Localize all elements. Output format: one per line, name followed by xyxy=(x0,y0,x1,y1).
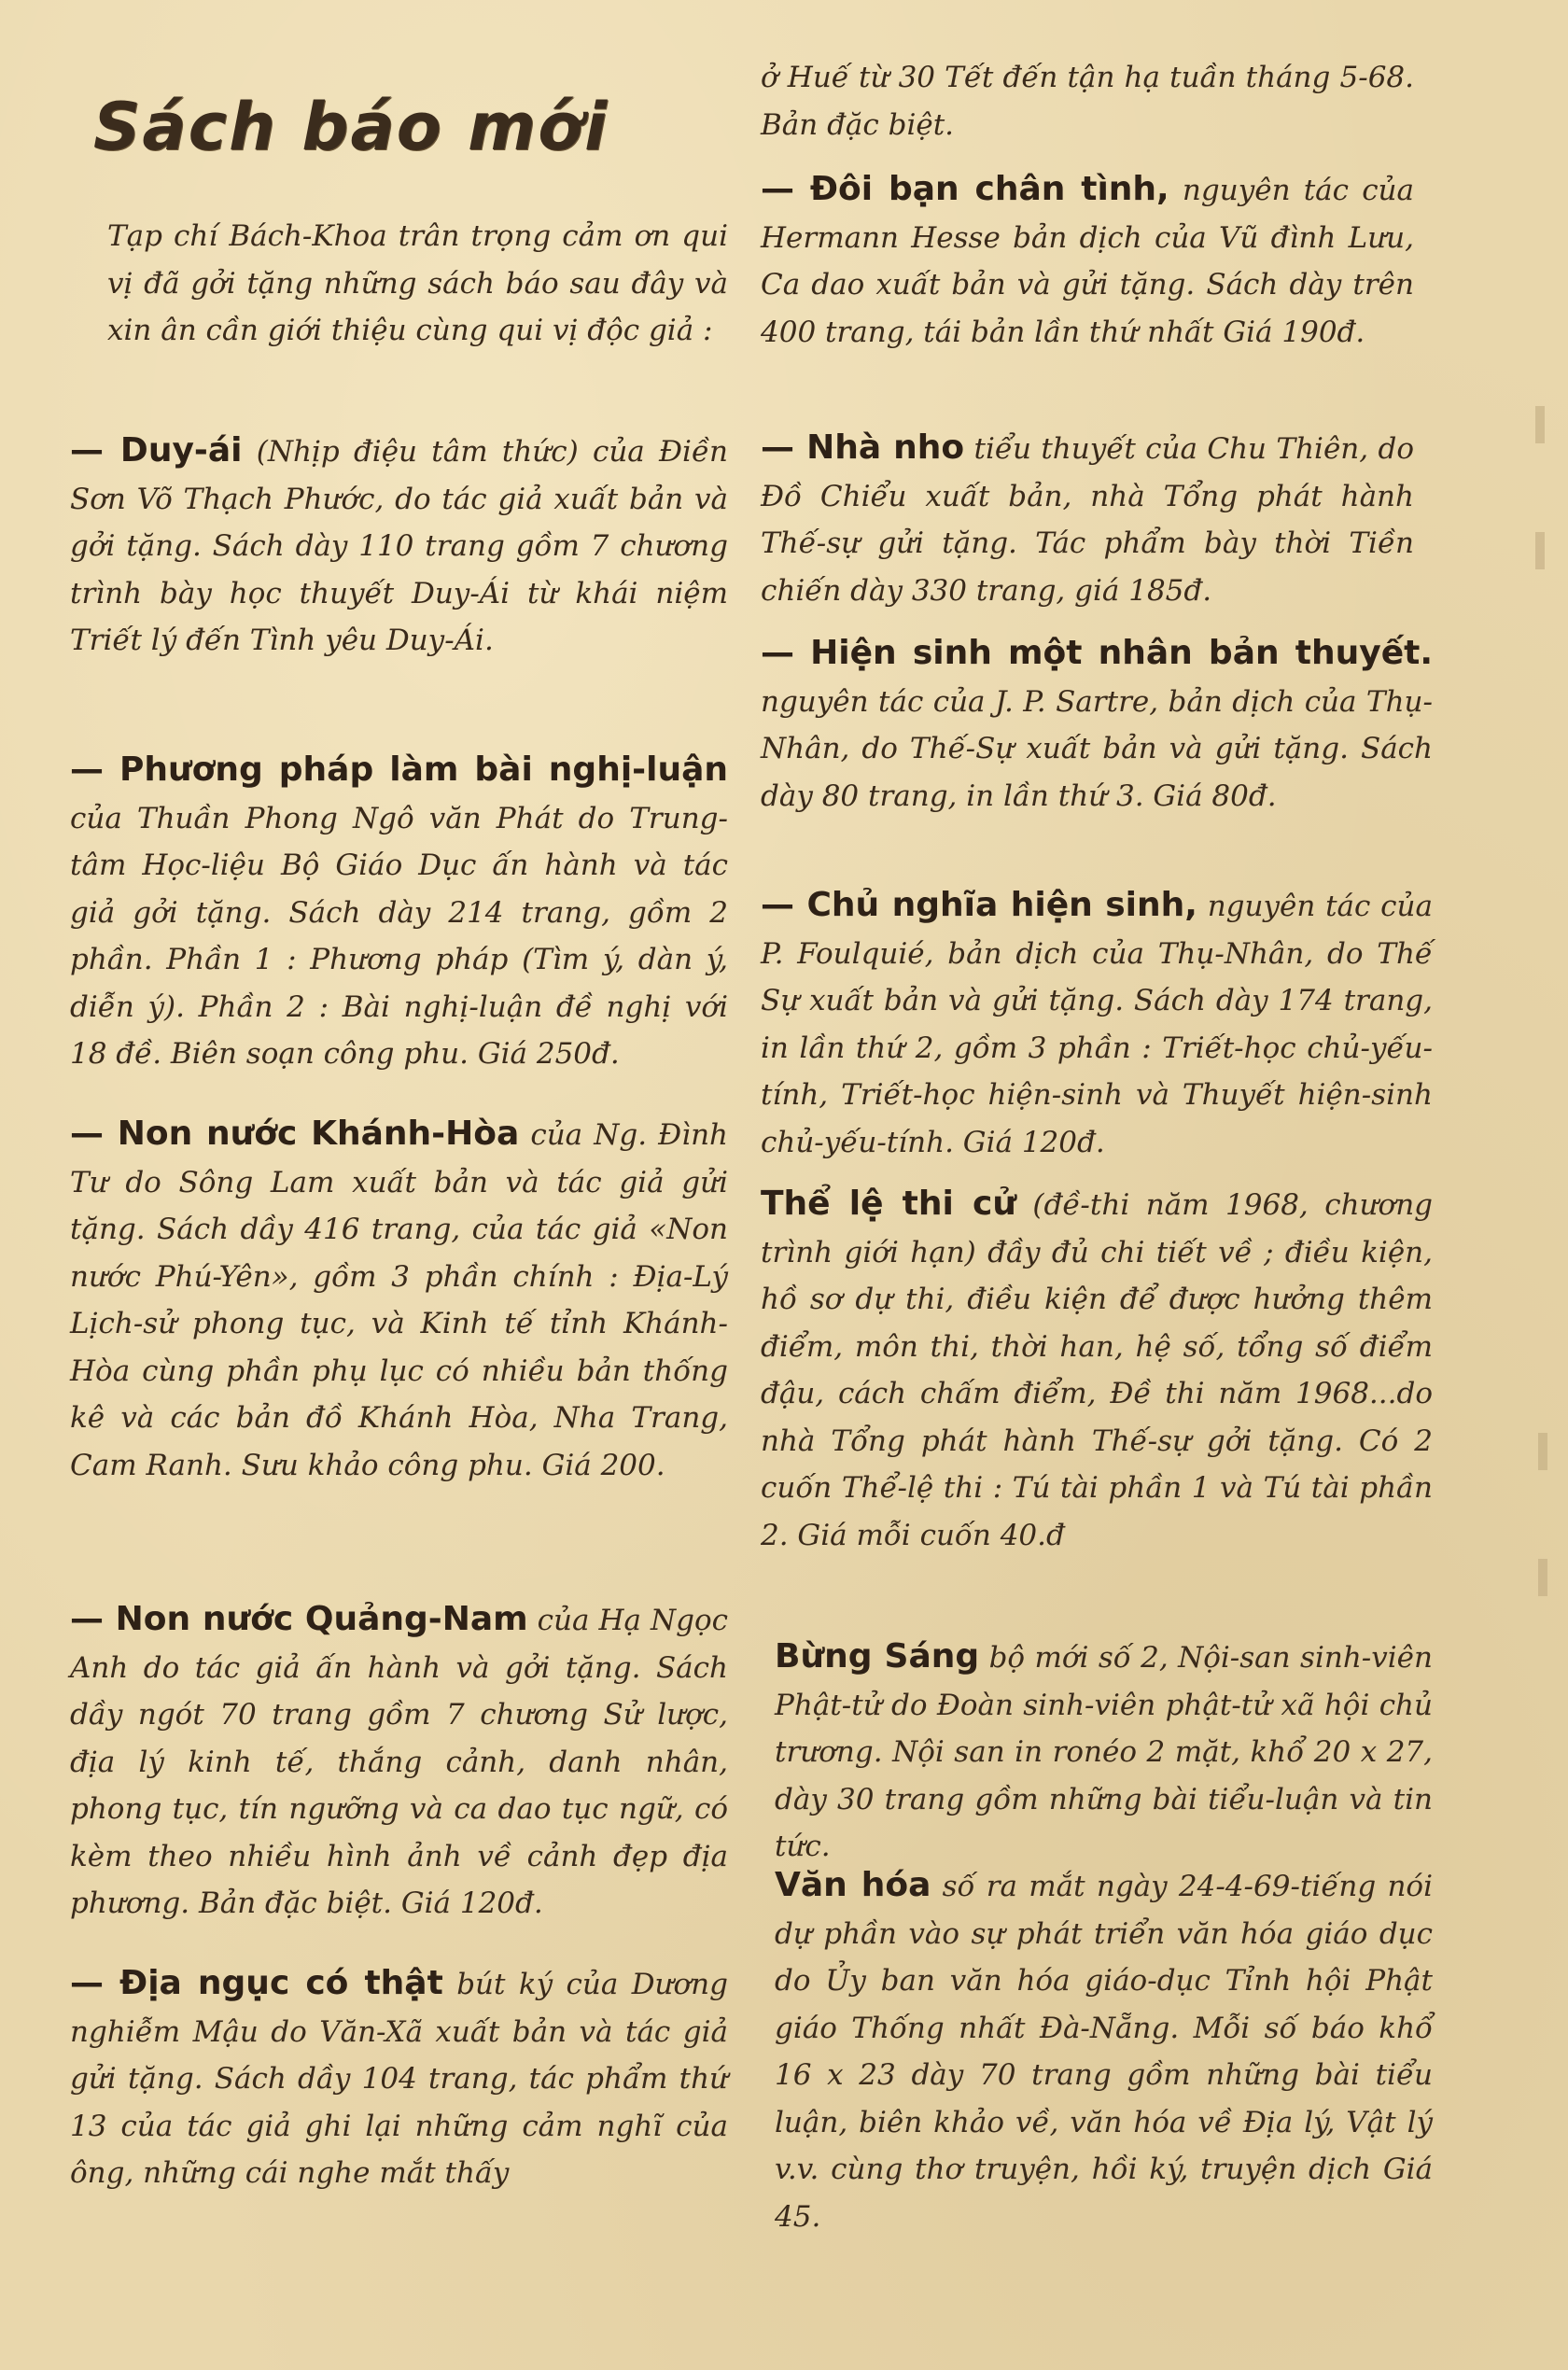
book-entry-duy-ai xyxy=(70,428,728,665)
paper-speck xyxy=(1535,532,1545,569)
book-description: nguyên tác của P. Foulquié, bản dịch của Thụ-Nhân, do Thế Sự xuất bản và gửi tặng. Sách dày 174 trang, in lần thứ 2, gồm 3 phần : Triết-học chủ-yếu-tính, Triết-học hiện-sinh và Thuyết hiện-sinh chủ-yếu-tính. Giá 120đ. xyxy=(761,890,1433,1159)
book-title: — Phương pháp làm bài nghị-luận xyxy=(70,750,728,789)
book-title: — Non nước Quảng-Nam xyxy=(70,1600,528,1638)
paper-speck xyxy=(1538,1433,1547,1470)
book-description: tiểu thuyết của Chu Thiên, do Đồ Chiểu xuất bản, nhà Tổng phát hành Thế-sự gửi tặng. Tác phẩm bày thời Tiền chiến dày 330 trang, giá 185đ. xyxy=(761,432,1415,608)
book-entry-quang-nam xyxy=(70,1596,728,1928)
book-entry-the-le-thi xyxy=(761,1181,1433,1559)
book-title: — Hiện sinh một nhân bản thuyết. xyxy=(761,634,1433,672)
book-description: nguyên tác của Hermann Hesse bản dịch của Vũ đình Lưu, Ca dao xuất bản và gửi tặng. Sách dày trên 400 trang, tái bản lần thứ nhất Giá 190đ. xyxy=(761,174,1414,349)
book-title: — Đôi bạn chân tình, xyxy=(761,170,1169,208)
book-entry-phuong-phap xyxy=(70,747,728,1078)
book-title: — Duy-ái xyxy=(70,431,243,470)
section-title: Sách báo mới xyxy=(93,89,609,165)
book-entry-chu-nghia xyxy=(761,882,1433,1166)
book-title: — Địa ngục có thật xyxy=(70,1964,443,2002)
book-title: — Non nước Khánh-Hòa xyxy=(70,1115,520,1153)
book-title: Văn hóa xyxy=(775,1866,931,1904)
book-description: (đề-thi năm 1968, chương trình giới hạn) đầy đủ chi tiết về ; điều kiện, hồ sơ dự thi, điều kiện để được hưởng thêm điểm, môn thi, thời han, hệ số, tổng số điểm đậu, cách chấm điểm, Đề thi năm 1968...do nhà Tổng phát hành Thế-sự gởi tặng. Có 2 cuốn Thể-lệ thi : Tú tài phần 1 và Tú tài phần 2. Giá mỗi cuốn 40.đ xyxy=(761,1188,1434,1552)
book-title: Bừng Sáng xyxy=(775,1637,980,1676)
continuation-text: ở Huế từ 30 Tết đến tận hạ tuần tháng 5-68. Bản đặc biệt. xyxy=(761,61,1414,142)
book-entry-doi-ban xyxy=(761,166,1414,356)
book-title: Thể lệ thi cử xyxy=(761,1185,1016,1223)
book-entry-van-hoa xyxy=(775,1862,1433,2240)
book-entry-hien-sinh xyxy=(761,630,1433,820)
book-description: nguyên tác của J. P. Sartre, bản dịch của Thụ-Nhân, do Thế-Sự xuất bản và gửi tặng. Sách dày 80 trang, in lần thứ 3. Giá 80đ. xyxy=(761,684,1433,813)
book-entry-dia-nguc xyxy=(70,1960,728,2197)
book-description: của Thuần Phong Ngô văn Phát do Trung-tâm Học-liệu Bộ Giáo Dục ấn hành và tác giả gởi tặng. Sách dày 214 trang, gồm 2 phần. Phần 1 : Phương pháp (Tìm ý, dàn ý, diễn ý). Phần 2 : Bài nghị-luận đề nghị với 18 đề. Biên soạn công phu. Giá 250đ. xyxy=(70,801,728,1071)
book-description: (Nhịp điệu tâm thức) của Điền Sơn Võ Thạch Phước, do tác giả xuất bản và gởi tặng. Sách dày 110 trang gồm 7 chương trình bày học thuyết Duy-Ái từ khái niệm Triết lý đến Tình yêu Duy-Ái. xyxy=(70,435,728,657)
book-entry-khanh-hoa xyxy=(70,1111,728,1489)
book-entry-nha-nho xyxy=(761,425,1414,614)
book-description: bút ký của Dương nghiễm Mậu do Văn-Xã xuất bản và tác giả gửi tặng. Sách dầy 104 trang, tác phẩm thứ 13 của tác giả ghi lại những cảm nghĩ của ông, những cái nghe mắt thấy xyxy=(70,1968,728,2190)
book-description: của Ng. Đình Tư do Sông Lam xuất bản và tác giả gửi tặng. Sách dầy 416 trang, của tác giả «Non nước Phú-Yên», gồm 3 phần chính : Địa-Lý Lịch-sử phong tục, và Kinh tế tỉnh Khánh-Hòa cùng phần phụ lục có nhiều bản thống kê và các bản đồ Khánh Hòa, Nha Trang, Cam Ranh. Sưu khảo công phu. Giá 200. xyxy=(70,1118,728,1482)
paper-speck xyxy=(1535,406,1545,443)
book-title: — Nhà nho xyxy=(761,428,965,467)
book-entry-bung-sang xyxy=(775,1634,1433,1871)
book-description: của Hạ Ngọc Anh do tác giả ấn hành và gởi tặng. Sách dầy ngót 70 trang gồm 7 chương Sử lược, địa lý kinh tế, thắng cảnh, danh nhân, phong tục, tín ngưỡng và ca dao tục ngữ, có kèm theo nhiều hình ảnh về cảnh đẹp địa phương. Bản đặc biệt. Giá 120đ. xyxy=(70,1604,728,1920)
intro-paragraph: Tạp chí Bách-Khoa trân trọng cảm ơn qui vị đã gởi tặng những sách báo sau đây và xin ân cần giới thiệu cùng qui vị độc giả : xyxy=(107,219,728,347)
book-description: số ra mắt ngày 24-4-69-tiếng nói dự phần vào sự phát triển văn hóa giáo dục do Ủy ban văn hóa giáo-dục Tỉnh hội Phật giáo Thống nhất Đà-Nẵng. Mỗi số báo khổ 16 x 23 dày 70 trang gồm những bài tiểu luận, biên khảo về, văn hóa về Địa lý, Vật lý v.v. cùng thơ truyện, hồi ký, truyện dịch Giá 45. xyxy=(775,1870,1433,2234)
paper-speck xyxy=(1538,1559,1547,1596)
book-description: bộ mới số 2, Nội-san sinh-viên Phật-tử do Đoàn sinh-viên phật-tử xã hội chủ trương. Nội san in ronéo 2 mặt, khổ 20 x 27, dày 30 trang gồm những bài tiểu-luận và tin tức. xyxy=(775,1641,1433,1863)
book-title: — Chủ nghĩa hiện sinh, xyxy=(761,886,1197,924)
